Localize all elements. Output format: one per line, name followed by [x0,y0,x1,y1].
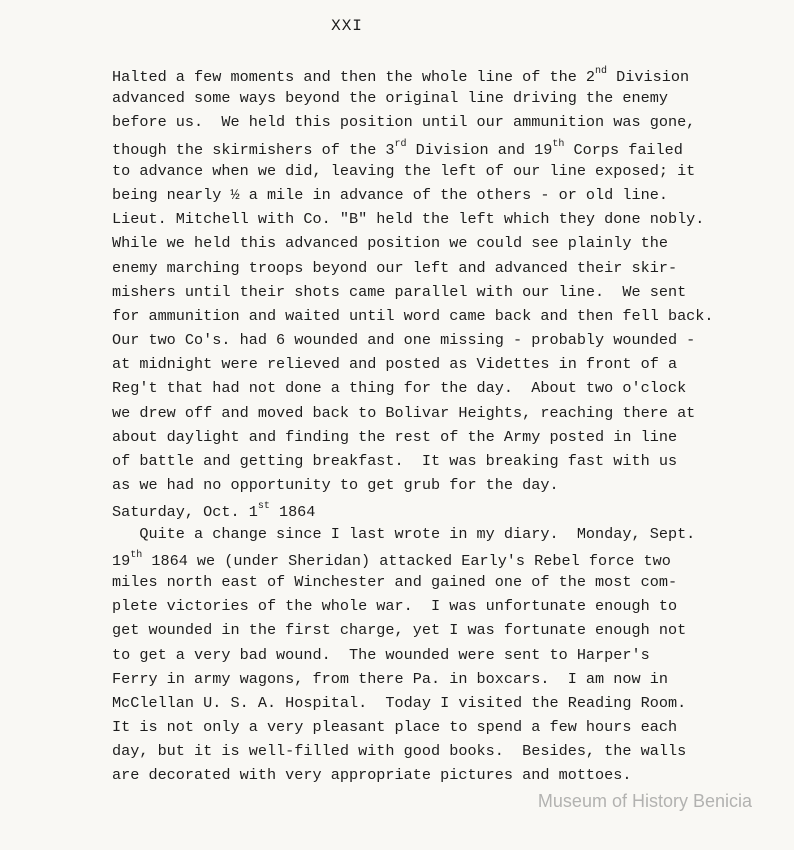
text-line [112,570,792,594]
text-segment: Lieut. Mitchell with Co. "B" held the left which they done nobly. [112,210,705,229]
text-line [112,522,792,546]
text-segment: we drew off and moved back to Bolivar Heights, reaching there at [112,403,696,422]
text-segment: mishers until their shots came parallel with our line. We sent [112,282,687,301]
text-segment: Our two Co's. had 6 wounded and one missing - probably wounded - [112,331,696,350]
page-number: XXI [331,17,363,35]
superscript: st [257,501,270,513]
text-segment: Division [607,68,690,87]
superscript: th [552,138,565,150]
text-line [112,231,792,255]
text-segment: at midnight were relieved and posted as Videttes in front of a [112,355,678,374]
text-line [112,62,792,86]
text-segment: as we had no opportunity to get grub for the day. [112,476,559,495]
text-segment: before us. We held this position until our ammunition was gone, [112,113,696,132]
text-segment: to get a very bad wound. The wounded were sent to Harper's [112,645,650,664]
text-segment: It is not only a very pleasant place to spend a few hours each [112,718,678,737]
text-line [112,328,792,352]
text-line [112,135,792,159]
text-line [112,376,792,400]
text-segment: for ammunition and waited until word came back and then fell back. [112,306,714,325]
text-line [112,401,792,425]
text-segment: 1864 we (under Sheridan) attacked Early's Rebel force two [142,551,671,570]
text-line [112,691,792,715]
superscript: th [130,549,143,561]
text-segment: Quite a change since I last wrote in my diary. Monday, Sept. [112,524,696,543]
text-line [112,497,792,521]
text-segment: Saturday, Oct. 1 [112,503,258,522]
text-segment: Division and 19 [406,140,553,159]
text-segment: Corps failed [564,140,683,159]
text-line [112,449,792,473]
text-segment: plete victories of the whole war. I was unfortunate enough to [112,597,678,616]
text-line [112,763,792,787]
text-line [112,667,792,691]
text-segment: get wounded in the first charge, yet I was fortunate enough not [112,621,687,640]
text-line [112,207,792,231]
text-segment: advanced some ways beyond the original line driving the enemy [112,89,668,108]
text-segment: to advance when we did, leaving the left of our line exposed; it [112,161,696,180]
document-body [112,62,792,788]
text-line [112,110,792,134]
text-segment: 1864 [269,503,316,522]
text-segment: Reg't that had not done a thing for the day. About two o'clock [112,379,687,398]
text-segment: about daylight and finding the rest of the Army posted in line [112,427,678,446]
text-segment: 19 [112,551,131,570]
text-segment: are decorated with very appropriate pictures and mottoes. [112,766,632,785]
text-segment: being nearly ½ a mile in advance of the others - or old line. [112,185,668,204]
superscript: nd [595,66,608,77]
text-segment: Halted a few moments and then the whole line of the 2 [112,68,596,87]
watermark: Museum of History Benicia [537,791,752,811]
text-line [112,256,792,280]
text-segment: day, but it is well-filled with good books. Besides, the walls [112,742,687,761]
text-segment: McClellan U. S. A. Hospital. Today I visited the Reading Room. [112,693,687,712]
text-line [112,183,792,207]
text-segment: miles north east of Winchester and gained one of the most com- [112,572,678,591]
text-line [112,643,792,667]
text-segment: though the skirmishers of the 3 [112,140,395,159]
text-line [112,715,792,739]
text-line [112,304,792,328]
text-line [112,159,792,183]
text-line [112,473,792,497]
text-line [112,739,792,763]
text-line [112,280,792,304]
text-line [112,546,792,570]
text-segment: Ferry in army wagons, from there Pa. in boxcars. I am now in [112,669,668,688]
superscript: rd [394,138,407,150]
text-line [112,352,792,376]
text-line [112,618,792,642]
text-segment: of battle and getting breakfast. It was breaking fast with us [112,452,678,470]
text-segment: While we held this advanced position we could see plainly the [112,234,668,253]
text-line [112,425,792,449]
text-line [112,594,792,618]
text-line [112,86,792,110]
text-segment: enemy marching troops beyond our left and advanced their skir- [112,258,678,277]
